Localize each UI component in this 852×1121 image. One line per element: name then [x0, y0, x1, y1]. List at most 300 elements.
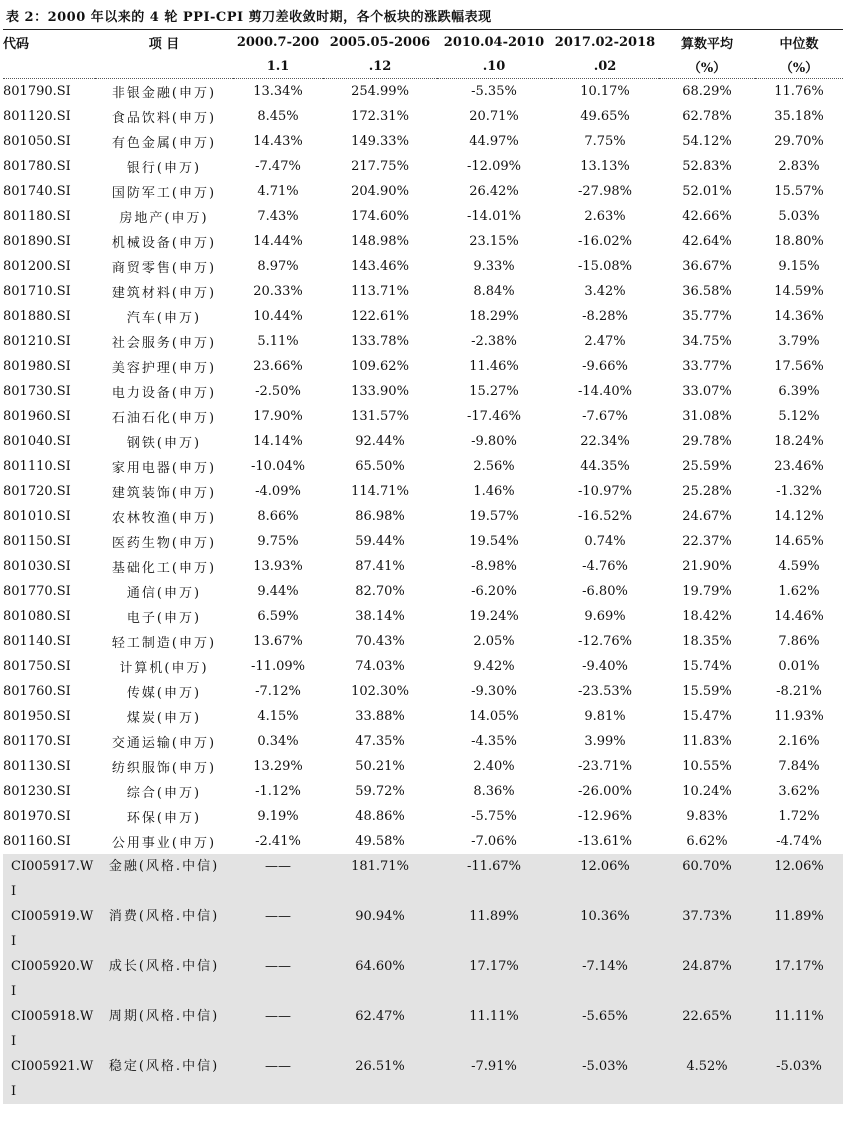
cell-average: 6.62%: [686, 834, 728, 849]
header-period-2010: 2010.04-2010: [437, 30, 551, 55]
cell-period-2010: 44.97%: [469, 134, 519, 149]
cell-period-2000: 9.19%: [257, 809, 299, 824]
cell-average: 19.79%: [682, 584, 732, 599]
cell-name: 通信(申万): [126, 586, 202, 601]
cell-median: 11.76%: [774, 84, 824, 99]
table-row: [3, 629, 843, 654]
cell-period-2010: 9.42%: [473, 659, 515, 674]
table-row: [3, 229, 843, 254]
cell-period-2017: -16.02%: [578, 234, 632, 249]
cell-average: 34.75%: [682, 334, 732, 349]
cell-median: 35.18%: [774, 109, 824, 124]
cell-period-2005: 65.50%: [355, 459, 405, 474]
cell-period-2017: -9.66%: [582, 359, 628, 374]
cell-median: 4.59%: [778, 559, 820, 574]
cell-name: 房地产(申万): [119, 211, 209, 226]
cell-period-2005: 92.44%: [355, 434, 405, 449]
cell-average: 42.64%: [682, 234, 732, 249]
header-period-2000: 2000.7-200: [233, 30, 323, 55]
cell-code: CI005918.WI: [3, 1004, 95, 1054]
cell-period-2017: 3.99%: [584, 734, 626, 749]
cell-period-2017: -10.97%: [578, 484, 632, 499]
cell-period-2005: 114.71%: [351, 484, 409, 499]
cell-median: 14.46%: [774, 609, 824, 624]
cell-median: -5.03%: [755, 1054, 843, 1104]
cell-average: 24.87%: [659, 954, 755, 1004]
cell-median: 3.79%: [778, 334, 820, 349]
cell-average: 9.83%: [686, 809, 728, 824]
cell-name: 建筑材料(申万): [111, 286, 217, 301]
cell-period-2017: -12.76%: [578, 634, 632, 649]
cell-average: 10.24%: [682, 784, 732, 799]
cell-median: 3.62%: [778, 784, 820, 799]
cell-period-2010: 20.71%: [469, 109, 519, 124]
table-row: [3, 329, 843, 354]
cell-period-2017: 0.74%: [584, 534, 626, 549]
cell-period-2005: 109.62%: [351, 359, 409, 374]
header-period-2017: 2017.02-2018: [551, 30, 659, 55]
cell-period-2010: -6.20%: [471, 584, 517, 599]
cell-period-2010: 18.29%: [469, 309, 519, 324]
cell-period-2005: 49.58%: [355, 834, 405, 849]
cell-median: 1.72%: [778, 809, 820, 824]
cell-period-2005: 47.35%: [355, 734, 405, 749]
cell-median: 11.89%: [755, 904, 843, 954]
cell-code: 801010.SI: [3, 509, 71, 524]
cell-median: 9.15%: [778, 259, 820, 274]
cell-average: 36.58%: [682, 284, 732, 299]
cell-median: 2.83%: [778, 159, 820, 174]
cell-code: 801120.SI: [3, 109, 71, 124]
cell-average: 37.73%: [659, 904, 755, 954]
cell-code: 801970.SI: [3, 809, 71, 824]
cell-period-2000: 13.34%: [253, 84, 303, 99]
cell-name: 石油石化(申万): [111, 411, 217, 426]
cell-period-2010: -14.01%: [467, 209, 521, 224]
cell-period-2017: 10.36%: [551, 904, 659, 954]
table-row: [3, 204, 843, 229]
cell-code: 801890.SI: [3, 234, 71, 249]
cell-period-2017: -16.52%: [578, 509, 632, 524]
cell-period-2017: 12.06%: [551, 854, 659, 904]
cell-average: 15.59%: [682, 684, 732, 699]
cell-period-2000: ——: [233, 1004, 323, 1054]
cell-period-2000: ——: [233, 954, 323, 1004]
cell-period-2005: 102.30%: [351, 684, 409, 699]
cell-code: 801150.SI: [3, 534, 71, 549]
cell-median: 5.12%: [778, 409, 820, 424]
cell-code: 801720.SI: [3, 484, 71, 499]
cell-period-2005: 133.78%: [351, 334, 409, 349]
cell-period-2000: ——: [233, 1054, 323, 1104]
cell-period-2017: 9.69%: [584, 609, 626, 624]
table-row: [3, 104, 843, 129]
cell-median: 5.03%: [778, 209, 820, 224]
cell-average: 24.67%: [682, 509, 732, 524]
cell-period-2000: 5.11%: [257, 334, 299, 349]
cell-average: 29.78%: [682, 434, 732, 449]
cell-period-2005: 131.57%: [351, 409, 409, 424]
cell-name: 成长(风格.中信): [95, 954, 233, 1004]
header-average: 算数平均: [659, 30, 755, 55]
cell-period-2010: 26.42%: [469, 184, 519, 199]
cell-period-2005: 113.71%: [351, 284, 409, 299]
cell-median: 11.93%: [774, 709, 824, 724]
cell-code: CI005920.WI: [3, 954, 95, 1004]
table-row: [3, 829, 843, 854]
cell-period-2000: 17.90%: [253, 409, 303, 424]
cell-period-2000: 9.44%: [257, 584, 299, 599]
cell-period-2005: 87.41%: [355, 559, 405, 574]
cell-name: 建筑装饰(申万): [111, 486, 217, 501]
table-row: [3, 479, 843, 504]
cell-name: 美容护理(申万): [111, 361, 217, 376]
cell-code: 801770.SI: [3, 584, 71, 599]
cell-code: 801030.SI: [3, 559, 71, 574]
cell-period-2017: 2.47%: [584, 334, 626, 349]
header-name: [95, 54, 233, 79]
cell-period-2017: -14.40%: [578, 384, 632, 399]
table-row: [3, 304, 843, 329]
cell-average: 10.55%: [682, 759, 732, 774]
cell-average: 21.90%: [682, 559, 732, 574]
cell-median: 18.80%: [774, 234, 824, 249]
cell-code: 801950.SI: [3, 709, 71, 724]
table-row: [3, 254, 843, 279]
cell-period-2005: 174.60%: [351, 209, 409, 224]
cell-code: 801780.SI: [3, 159, 71, 174]
cell-period-2000: -1.12%: [255, 784, 301, 799]
cell-name: 银行(申万): [126, 161, 202, 176]
cell-average: 18.35%: [682, 634, 732, 649]
cell-period-2010: -2.38%: [471, 334, 517, 349]
cell-median: 0.01%: [778, 659, 820, 674]
cell-period-2017: -7.14%: [551, 954, 659, 1004]
cell-period-2010: 11.46%: [469, 359, 519, 374]
header-name: 项 目: [95, 30, 233, 55]
table-row: [3, 704, 843, 729]
cell-period-2005: 204.90%: [351, 184, 409, 199]
cell-period-2005: 90.94%: [323, 904, 437, 954]
cell-code: CI005921.WI: [3, 1054, 95, 1104]
cell-period-2000: 6.59%: [257, 609, 299, 624]
cell-period-2000: 13.93%: [253, 559, 303, 574]
cell-period-2005: 133.90%: [351, 384, 409, 399]
cell-period-2005: 143.46%: [351, 259, 409, 274]
cell-period-2010: 19.57%: [469, 509, 519, 524]
cell-code: 801960.SI: [3, 409, 71, 424]
cell-code: 801730.SI: [3, 384, 71, 399]
cell-code: 801200.SI: [3, 259, 71, 274]
cell-name: 家用电器(申万): [111, 461, 217, 476]
cell-average: 15.47%: [682, 709, 732, 724]
table-row: [3, 279, 843, 304]
cell-median: 11.11%: [755, 1004, 843, 1054]
table-row: [3, 529, 843, 554]
cell-period-2010: -17.46%: [467, 409, 521, 424]
cell-period-2017: -27.98%: [578, 184, 632, 199]
cell-average: 33.07%: [682, 384, 732, 399]
cell-median: 17.17%: [755, 954, 843, 1004]
cell-code: 801110.SI: [3, 459, 71, 474]
table-row: [3, 754, 843, 779]
cell-average: 15.74%: [682, 659, 732, 674]
cell-median: -4.74%: [776, 834, 822, 849]
cell-name: 机械设备(申万): [111, 236, 217, 251]
cell-code: 801230.SI: [3, 784, 71, 799]
cell-median: 7.84%: [778, 759, 820, 774]
cell-average: 33.77%: [682, 359, 732, 374]
cell-period-2005: 254.99%: [351, 84, 409, 99]
cell-period-2005: 181.71%: [323, 854, 437, 904]
cell-period-2010: -4.35%: [471, 734, 517, 749]
cell-median: 15.57%: [774, 184, 824, 199]
cell-average: 42.66%: [682, 209, 732, 224]
cell-code: 801790.SI: [3, 84, 71, 99]
cell-average: 62.78%: [682, 109, 732, 124]
cell-period-2000: 10.44%: [253, 309, 303, 324]
cell-code: 801750.SI: [3, 659, 71, 674]
cell-code: 801180.SI: [3, 209, 71, 224]
cell-name: 食品饮料(申万): [111, 111, 217, 126]
table-row: [3, 954, 843, 1004]
cell-name: 电子(申万): [126, 611, 202, 626]
cell-period-2005: 70.43%: [355, 634, 405, 649]
cell-code: 801130.SI: [3, 759, 71, 774]
cell-median: 14.12%: [774, 509, 824, 524]
table-header: [3, 30, 843, 79]
cell-period-2000: 14.14%: [253, 434, 303, 449]
cell-code: 801740.SI: [3, 184, 71, 199]
cell-period-2017: -6.80%: [582, 584, 628, 599]
cell-period-2017: 10.17%: [580, 84, 630, 99]
cell-code: 801170.SI: [3, 734, 71, 749]
cell-name: 传媒(申万): [126, 686, 202, 701]
cell-name: 医药生物(申万): [111, 536, 217, 551]
table-row: [3, 579, 843, 604]
cell-period-2000: 8.66%: [257, 509, 299, 524]
header-code: 代码: [3, 30, 95, 55]
cell-period-2010: -5.75%: [471, 809, 517, 824]
cell-average: 25.28%: [682, 484, 732, 499]
cell-period-2005: 64.60%: [323, 954, 437, 1004]
table-row: [3, 129, 843, 154]
cell-median: 18.24%: [774, 434, 824, 449]
header-code: [3, 54, 95, 79]
cell-period-2000: ——: [233, 854, 323, 904]
cell-period-2000: -11.09%: [251, 659, 305, 674]
cell-average: 22.37%: [682, 534, 732, 549]
cell-period-2000: -10.04%: [251, 459, 305, 474]
cell-name: 基础化工(申万): [111, 561, 217, 576]
cell-name: 纺织服饰(申万): [111, 761, 217, 776]
cell-period-2000: -2.41%: [255, 834, 301, 849]
cell-period-2000: -4.09%: [255, 484, 301, 499]
table-caption: 表 2：2000 年以来的 4 轮 PPI-CPI 剪刀差收敛时期，各个板块的涨跌幅表现: [6, 10, 492, 25]
cell-period-2017: -9.40%: [582, 659, 628, 674]
cell-code: 801040.SI: [3, 434, 71, 449]
cell-code: CI005917.WI: [3, 854, 95, 904]
header-median: （%）: [755, 54, 843, 79]
cell-average: 22.65%: [659, 1004, 755, 1054]
cell-period-2017: -15.08%: [578, 259, 632, 274]
style-rows: [3, 854, 843, 1104]
cell-period-2000: 9.75%: [257, 534, 299, 549]
cell-median: 14.65%: [774, 534, 824, 549]
cell-period-2010: 8.84%: [473, 284, 515, 299]
cell-period-2010: -11.67%: [437, 854, 551, 904]
cell-period-2000: 14.43%: [253, 134, 303, 149]
cell-period-2017: -12.96%: [578, 809, 632, 824]
table-row: [3, 654, 843, 679]
header-period-2005: .12: [323, 54, 437, 79]
cell-median: 14.59%: [774, 284, 824, 299]
cell-code: 801980.SI: [3, 359, 71, 374]
cell-median: -1.32%: [776, 484, 822, 499]
cell-median: 17.56%: [774, 359, 824, 374]
cell-period-2017: 3.42%: [584, 284, 626, 299]
cell-name: 有色金属(申万): [111, 136, 217, 151]
cell-period-2005: 59.44%: [355, 534, 405, 549]
cell-code: 801080.SI: [3, 609, 71, 624]
cell-median: 12.06%: [755, 854, 843, 904]
cell-period-2000: 20.33%: [253, 284, 303, 299]
table-row: [3, 379, 843, 404]
cell-code: 801140.SI: [3, 634, 71, 649]
cell-period-2010: -5.35%: [471, 84, 517, 99]
cell-period-2000: 13.29%: [253, 759, 303, 774]
cell-period-2017: 9.81%: [584, 709, 626, 724]
cell-average: 60.70%: [659, 854, 755, 904]
cell-median: 6.39%: [778, 384, 820, 399]
cell-period-2005: 172.31%: [351, 109, 409, 124]
cell-code: 801710.SI: [3, 284, 71, 299]
cell-name: 社会服务(申万): [111, 336, 217, 351]
cell-period-2010: -7.91%: [437, 1054, 551, 1104]
cell-period-2017: -26.00%: [578, 784, 632, 799]
cell-median: 23.46%: [774, 459, 824, 474]
cell-period-2010: -7.06%: [471, 834, 517, 849]
cell-period-2010: 2.40%: [473, 759, 515, 774]
cell-code: 801050.SI: [3, 134, 71, 149]
table-row: [3, 804, 843, 829]
cell-period-2017: 49.65%: [580, 109, 630, 124]
cell-period-2010: -8.98%: [471, 559, 517, 574]
cell-period-2017: 13.13%: [580, 159, 630, 174]
cell-name: 电力设备(申万): [111, 386, 217, 401]
cell-period-2010: 14.05%: [469, 709, 519, 724]
cell-name: 轻工制造(申万): [111, 636, 217, 651]
cell-period-2010: 23.15%: [469, 234, 519, 249]
cell-median: 14.36%: [774, 309, 824, 324]
cell-period-2005: 33.88%: [355, 709, 405, 724]
table-row: [3, 1054, 843, 1104]
cell-median: 29.70%: [774, 134, 824, 149]
cell-period-2000: -7.12%: [255, 684, 301, 699]
cell-average: 25.59%: [682, 459, 732, 474]
cell-name: 非银金融(申万): [111, 86, 217, 101]
cell-period-2000: 0.34%: [257, 734, 299, 749]
cell-code: 801880.SI: [3, 309, 71, 324]
cell-name: 环保(申万): [126, 811, 202, 826]
cell-name: 国防军工(申万): [111, 186, 217, 201]
cell-period-2017: 44.35%: [580, 459, 630, 474]
cell-average: 36.67%: [682, 259, 732, 274]
sector-performance-table: [3, 29, 843, 1104]
cell-period-2017: -4.76%: [582, 559, 628, 574]
cell-period-2005: 149.33%: [351, 134, 409, 149]
header-period-2017: .02: [551, 54, 659, 79]
cell-period-2010: -9.30%: [471, 684, 517, 699]
cell-name: 汽车(申万): [126, 311, 202, 326]
cell-period-2010: 11.11%: [437, 1004, 551, 1054]
cell-period-2000: 23.66%: [253, 359, 303, 374]
table-row: [3, 454, 843, 479]
cell-period-2010: 17.17%: [437, 954, 551, 1004]
cell-period-2017: -23.53%: [578, 684, 632, 699]
cell-name: 钢铁(申万): [126, 436, 202, 451]
cell-period-2000: ——: [233, 904, 323, 954]
table-row: [3, 679, 843, 704]
cell-period-2017: -13.61%: [578, 834, 632, 849]
cell-name: 商贸零售(申万): [111, 261, 217, 276]
table-row: [3, 404, 843, 429]
cell-name: 交通运输(申万): [111, 736, 217, 751]
cell-average: 4.52%: [659, 1054, 755, 1104]
cell-median: 2.16%: [778, 734, 820, 749]
table-row: [3, 904, 843, 954]
cell-period-2017: 22.34%: [580, 434, 630, 449]
table-row: [3, 504, 843, 529]
cell-period-2010: 11.89%: [437, 904, 551, 954]
cell-average: 18.42%: [682, 609, 732, 624]
cell-name: 公用事业(申万): [111, 836, 217, 851]
cell-name: 综合(申万): [126, 786, 202, 801]
cell-average: 68.29%: [682, 84, 732, 99]
cell-average: 31.08%: [682, 409, 732, 424]
table-row: [3, 79, 843, 105]
cell-median: 1.62%: [778, 584, 820, 599]
cell-period-2000: 14.44%: [253, 234, 303, 249]
table-row: [3, 154, 843, 179]
cell-name: 煤炭(申万): [126, 711, 202, 726]
cell-name: 计算机(申万): [119, 661, 209, 676]
cell-period-2010: 2.05%: [473, 634, 515, 649]
header-average: （%）: [659, 54, 755, 79]
cell-period-2010: -9.80%: [471, 434, 517, 449]
table-row: [3, 779, 843, 804]
cell-period-2005: 38.14%: [355, 609, 405, 624]
cell-average: 54.12%: [682, 134, 732, 149]
cell-average: 11.83%: [682, 734, 732, 749]
cell-period-2005: 122.61%: [351, 309, 409, 324]
cell-period-2000: 8.97%: [257, 259, 299, 274]
cell-period-2005: 74.03%: [355, 659, 405, 674]
cell-name: 稳定(风格.中信): [95, 1054, 233, 1104]
cell-period-2005: 26.51%: [323, 1054, 437, 1104]
table-row: [3, 1004, 843, 1054]
cell-period-2017: -5.65%: [551, 1004, 659, 1054]
cell-period-2005: 217.75%: [351, 159, 409, 174]
cell-period-2010: 8.36%: [473, 784, 515, 799]
cell-period-2017: 7.75%: [584, 134, 626, 149]
cell-period-2005: 48.86%: [355, 809, 405, 824]
cell-name: 金融(风格.中信): [95, 854, 233, 904]
cell-period-2005: 148.98%: [351, 234, 409, 249]
table-row: [3, 604, 843, 629]
cell-period-2005: 50.21%: [355, 759, 405, 774]
cell-period-2010: 19.54%: [469, 534, 519, 549]
